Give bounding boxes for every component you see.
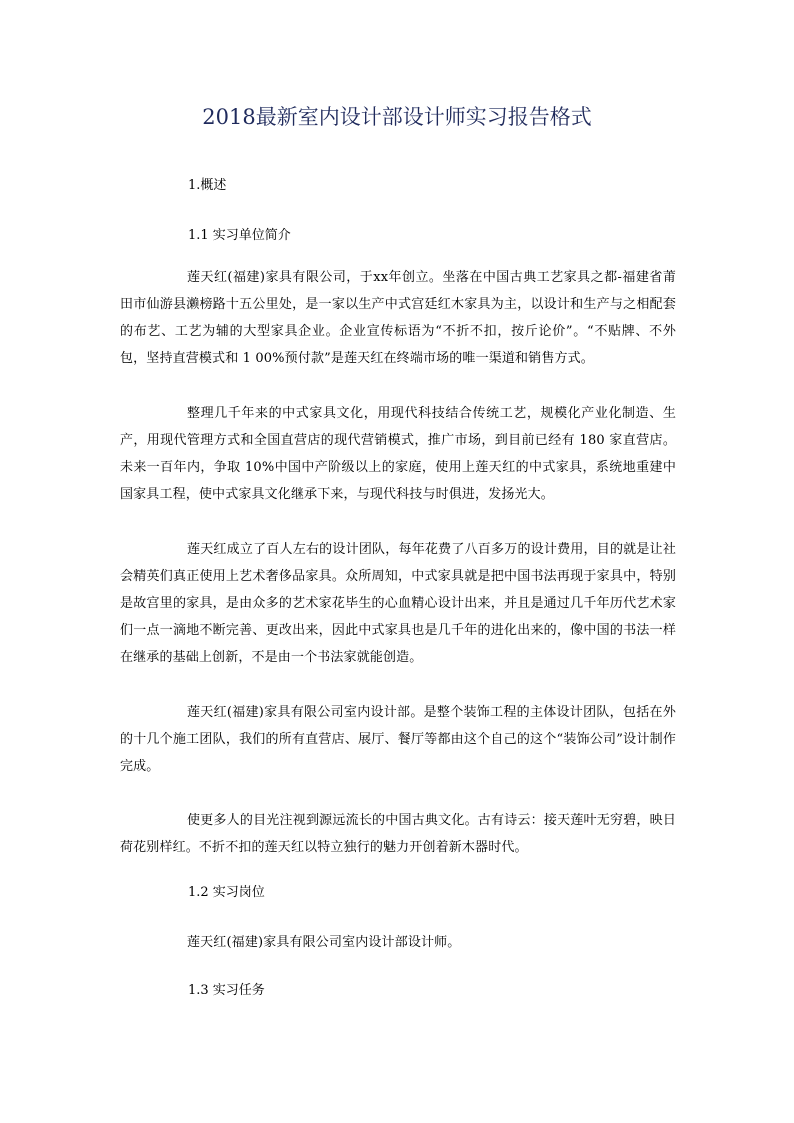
section-heading-overview: 1.概述 <box>188 178 227 193</box>
document-title: 2018最新室内设计部设计师实习报告格式 <box>202 105 592 129</box>
paragraph-company-intro: 莲天红(福建)家具有限公司，于xx年创立。坐落在中国古典工艺家具之都-福建省莆田市仙游县濑榜路十五公里处，是一家以生产中式宫廷红木家具为主，以设计和生产与之相配套的布艺、工艺为辅的大型家具企业。企业宣传标语为“不折不扣，按斤论价”。“不贴牌、不外包，坚持直营模式和 1 00%预付款”是莲天红在终端市场的唯一渠道和销售方式。 <box>120 270 676 366</box>
paragraph-position: 莲天红(福建)家具有限公司室内设计部设计师。 <box>187 935 461 950</box>
section-heading-tasks: 1.3 实习任务 <box>188 983 265 998</box>
paragraph-design-department: 莲天红(福建)家具有限公司室内设计部。是整个装饰工程的主体设计团队，包括在外的十几个施工团队，我们的所有直营店、展厅、餐厅等都由这个自己的这个“装饰公司”设计制作完成。 <box>120 705 676 774</box>
paragraph-culture: 整理几千年来的中式家具文化，用现代科技结合传统工艺，规模化产业化制造、生产，用现代管理方式和全国直营店的现代营销模式，推广市场，到目前已经有 180 家直营店。未来一百年内，争取 10%中国中产阶级以上的家庭，使用上莲天红的中式家具，系统地重建中国家具工程，使中式家具文化继承下来，与现代科技与时俱进，发扬光大。 <box>120 406 676 502</box>
paragraph-design-team: 莲天红成立了百人左右的设计团队，每年花费了八百多万的设计费用，目的就是让社会精英们真正使用上艺术奢侈品家具。众所周知，中式家具就是把中国书法再现于家具中，特别是故宫里的家具，是由众多的艺术家花毕生的心血精心设计出来，并且是通过几千年历代艺术家们一点一滴地不断完善、更改出来，因此中式家具也是几千年的进化出来的，像中国的书法一样在继承的基础上创新，不是由一个书法家就能创造。 <box>120 542 676 665</box>
section-heading-company-intro: 1.1 实习单位简介 <box>188 228 291 243</box>
section-heading-position: 1.2 实习岗位 <box>188 885 265 900</box>
paragraph-classical-culture: 使更多人的目光注视到源远流长的中国古典文化。古有诗云：接天莲叶无穷碧，映日荷花别样红。不折不扣的莲天红以特立独行的魅力开创着新木器时代。 <box>120 813 676 855</box>
